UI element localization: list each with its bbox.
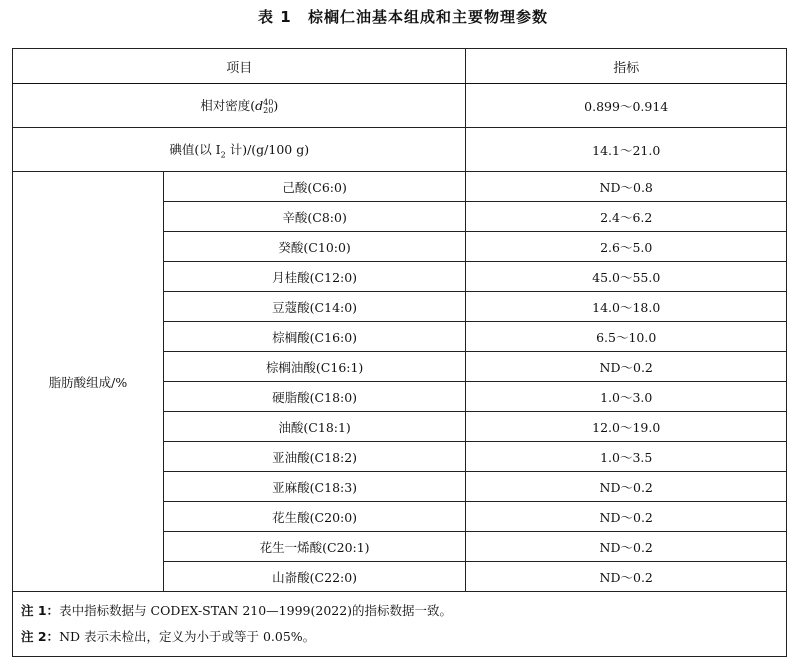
fatty-acid-value: ND～0.2: [466, 352, 787, 382]
note-1: 注 1：表中指标数据与 CODEX-STAN 210—1999(2022)的指标数据一致。: [21, 603, 453, 618]
density-label: 相对密度(d 40 20 ): [13, 84, 466, 128]
fatty-acid-rows: [13, 172, 787, 592]
notes-cell: [13, 592, 787, 657]
fatty-acid-name: 己酸(C6:0): [163, 172, 466, 202]
fatty-acid-value: 12.0～19.0: [466, 412, 787, 442]
fatty-acid-name: 山嵛酸(C22:0): [163, 562, 466, 592]
properties-table: [12, 48, 787, 657]
header-item: 项目: [13, 49, 466, 84]
fatty-acid-value: ND～0.2: [466, 562, 787, 592]
header-value: 指标: [466, 49, 787, 84]
table-number: 表 1: [258, 8, 292, 26]
fatty-acid-value: 2.4～6.2: [466, 202, 787, 232]
fatty-acid-name: 月桂酸(C12:0): [163, 262, 466, 292]
fatty-acid-name: 辛酸(C8:0): [163, 202, 466, 232]
table-header-row: [13, 49, 787, 84]
note-2: 注 2：ND 表示未检出，定义为小于或等于 0.05%。: [21, 629, 316, 644]
iodine-label: 碘值(以 $I_2$ 计)/(g/100 g): [13, 128, 466, 172]
fatty-acid-value: 1.0～3.5: [466, 442, 787, 472]
table-row: [13, 172, 787, 202]
fatty-acid-name: 花生一烯酸(C20:1): [163, 532, 466, 562]
fatty-acid-name: 亚麻酸(C18:3): [163, 472, 466, 502]
fatty-acid-name: 豆蔻酸(C14:0): [163, 292, 466, 322]
fatty-acid-value: ND～0.2: [466, 532, 787, 562]
fatty-acid-name: 亚油酸(C18:2): [163, 442, 466, 472]
table-title: [0, 6, 800, 27]
fatty-acid-value: ND～0.2: [466, 502, 787, 532]
fatty-acid-name: 硬脂酸(C18:0): [163, 382, 466, 412]
fatty-acid-value: 2.6～5.0: [466, 232, 787, 262]
iodine-value: 14.1～21.0: [466, 128, 787, 172]
fatty-acid-name: 癸酸(C10:0): [163, 232, 466, 262]
fatty-acid-name: 油酸(C18:1): [163, 412, 466, 442]
fatty-acid-value: 6.5～10.0: [466, 322, 787, 352]
table-row-iodine: [13, 128, 787, 172]
fatty-acid-value: 45.0～55.0: [466, 262, 787, 292]
fatty-acid-value: ND～0.2: [466, 472, 787, 502]
fatty-acid-name: 棕榈酸(C16:0): [163, 322, 466, 352]
table-title-text: 棕榈仁油基本组成和主要物理参数: [307, 8, 548, 26]
fatty-acid-value: 1.0～3.0: [466, 382, 787, 412]
fatty-acid-name: 花生酸(C20:0): [163, 502, 466, 532]
fatty-acid-name: 棕榈油酸(C16:1): [163, 352, 466, 382]
fatty-acid-value: ND～0.8: [466, 172, 787, 202]
table-row-density: [13, 84, 787, 128]
density-value: 0.899～0.914: [466, 84, 787, 128]
fatty-acid-group-label: 脂肪酸组成/%: [13, 172, 164, 592]
notes-row: [13, 592, 787, 657]
fatty-acid-value: 14.0～18.0: [466, 292, 787, 322]
